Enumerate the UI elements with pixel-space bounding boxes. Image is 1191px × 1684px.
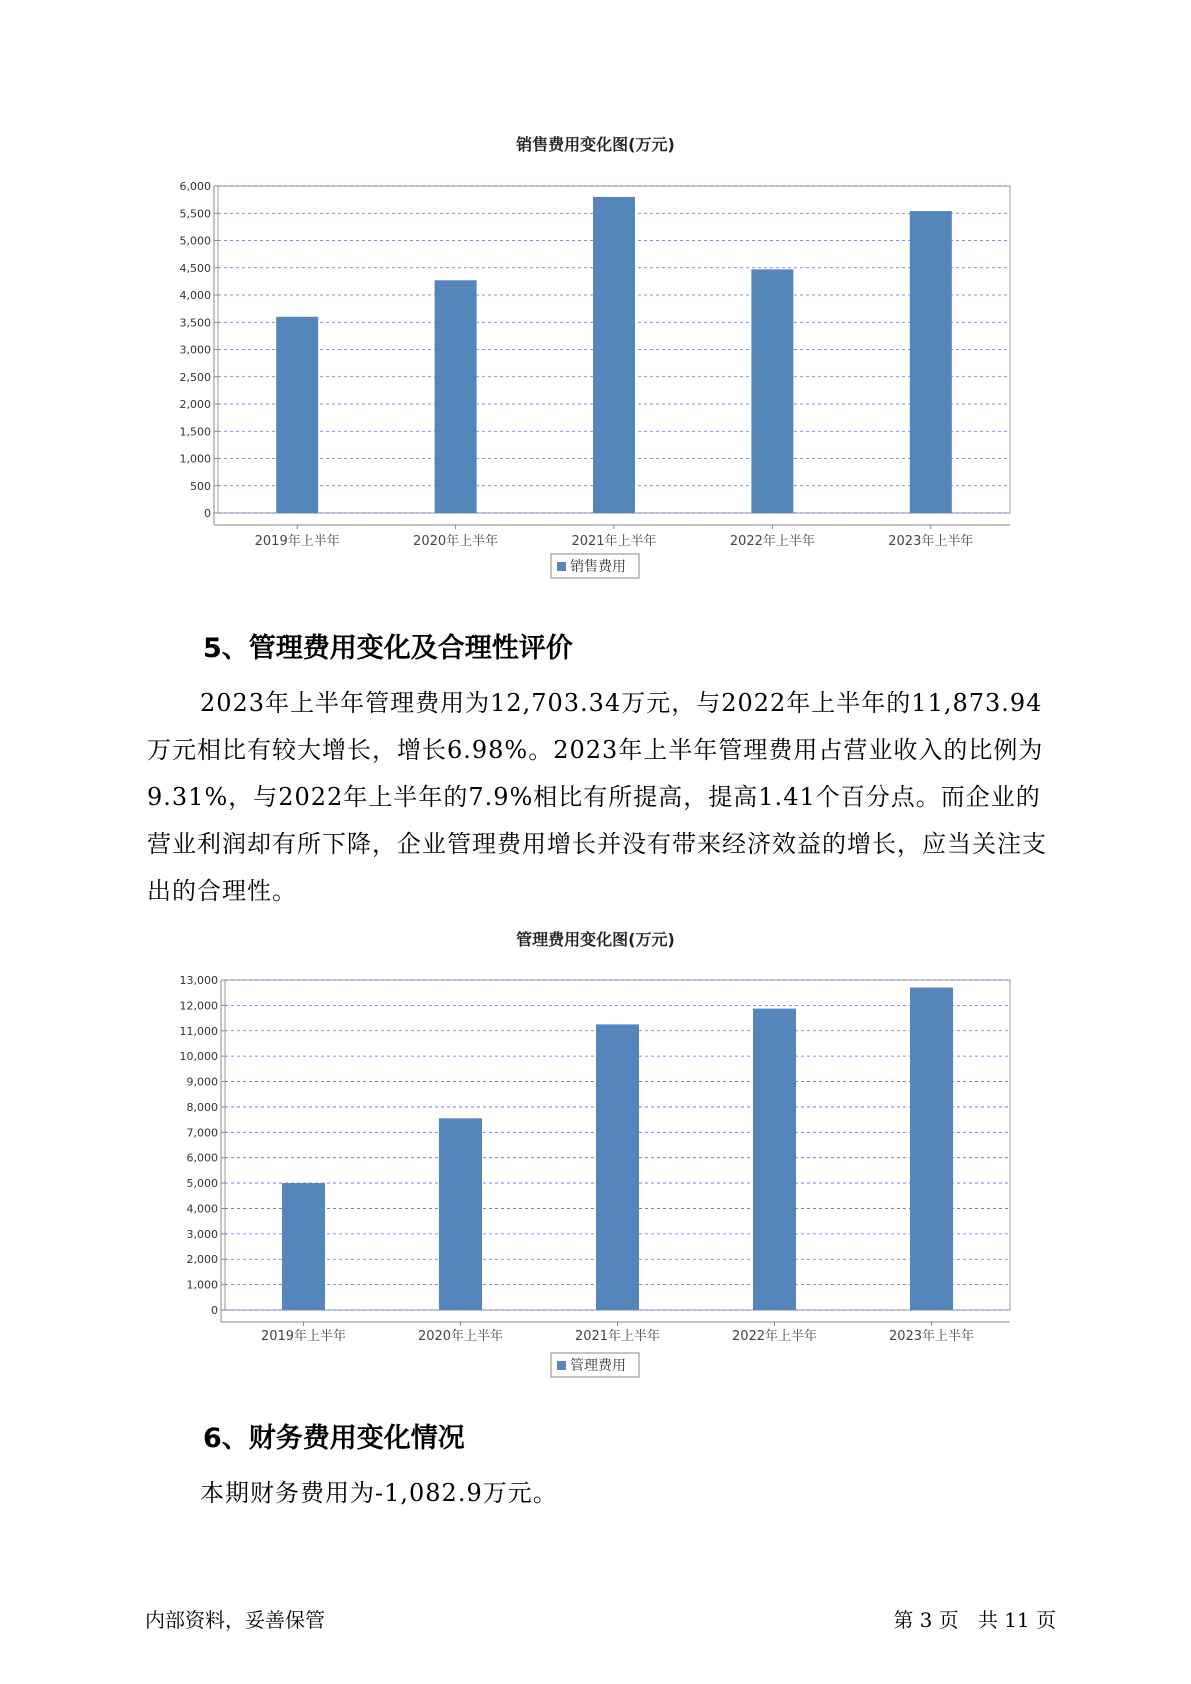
y-tick-label: 13,000 xyxy=(179,974,218,987)
y-tick-label: 0 xyxy=(204,507,211,520)
y-tick-label: 1,500 xyxy=(179,425,211,439)
bar xyxy=(910,988,953,1310)
y-tick-label: 5,000 xyxy=(179,234,211,248)
legend-swatch xyxy=(557,1361,566,1370)
y-tick-label: 4,000 xyxy=(186,1202,218,1216)
bar xyxy=(910,211,952,513)
bar xyxy=(596,1024,639,1310)
chart-2-title: 管理费用变化图(万元) xyxy=(516,930,675,949)
y-tick-label: 5,500 xyxy=(179,207,211,221)
x-tick-label: 2019年上半年 xyxy=(260,1329,347,1344)
y-tick-label: 9,000 xyxy=(186,1075,218,1089)
y-tick-label: 2,000 xyxy=(179,398,211,411)
y-tick-label: 5,000 xyxy=(186,1177,218,1191)
x-tick-label: 2020年上半年 xyxy=(417,1329,504,1344)
y-tick-label: 0 xyxy=(211,1304,218,1317)
y-tick-label: 1,000 xyxy=(186,1278,218,1292)
y-tick-label: 3,500 xyxy=(179,316,211,330)
y-tick-label: 3,000 xyxy=(186,1227,218,1241)
footer-left: 内部资料，妥善保管 xyxy=(145,1608,325,1632)
y-tick-label: 2,500 xyxy=(179,370,211,384)
y-tick-label: 4,000 xyxy=(179,289,211,302)
x-tick-label: 2022年上半年 xyxy=(731,1329,818,1344)
sales-expense-chart xyxy=(0,150,1191,590)
y-tick-label: 6,000 xyxy=(179,180,211,193)
admin-expense-chart xyxy=(0,945,1191,1385)
bar xyxy=(593,197,635,513)
bar xyxy=(435,280,477,513)
x-tick-label: 2020年上半年 xyxy=(413,534,499,549)
y-tick-label: 10,000 xyxy=(179,1050,218,1064)
y-tick-label: 7,000 xyxy=(186,1126,218,1140)
legend-swatch xyxy=(557,562,566,571)
bar xyxy=(282,1183,325,1310)
legend-label: 管理费用 xyxy=(570,1358,626,1374)
y-tick-label: 4,500 xyxy=(179,261,211,275)
y-tick-label: 11,000 xyxy=(179,1024,218,1038)
legend-label: 销售费用 xyxy=(570,559,626,575)
bar xyxy=(751,269,793,513)
x-tick-label: 2021年上半年 xyxy=(574,1329,661,1344)
x-tick-label: 2023年上半年 xyxy=(888,534,974,549)
bar xyxy=(439,1118,482,1310)
y-tick-label: 8,000 xyxy=(186,1100,218,1114)
bar xyxy=(276,317,318,513)
y-tick-label: 2,000 xyxy=(186,1253,218,1267)
section-6-heading: 6、财务费用变化情况 xyxy=(203,1423,465,1454)
y-tick-label: 6,000 xyxy=(186,1151,218,1165)
footer-page-number: 第 3 页 共 11 页 xyxy=(893,1608,1056,1632)
x-tick-label: 2021年上半年 xyxy=(571,534,657,549)
x-tick-label: 2022年上半年 xyxy=(729,534,815,549)
section-5-heading: 5、管理费用变化及合理性评价 xyxy=(203,633,573,664)
y-tick-label: 1,000 xyxy=(179,452,211,466)
x-tick-label: 2023年上半年 xyxy=(888,1329,975,1344)
section-5-paragraph: 2023年上半年管理费用为12,703.34万元，与2022年上半年的11,873.94万元相比有较大增长，增长6.98%。2023年上半年管理费用占营业收入的比例为9.31%，与2022年上半年的7.9%相比有所提高，提高1.41个百分点。而企业的营业利润却有所下降，企业管理费用增长并没有带来经济效益的增长，应当关注支出的合理性。 xyxy=(147,689,1047,905)
y-tick-label: 3,000 xyxy=(179,343,211,357)
x-tick-label: 2019年上半年 xyxy=(254,534,340,549)
y-tick-label: 500 xyxy=(190,479,211,493)
section-6-paragraph: 本期财务费用为-1,082.9万元。 xyxy=(200,1479,558,1507)
bar xyxy=(753,1009,796,1310)
chart-1-title: 销售费用变化图(万元) xyxy=(516,135,675,154)
y-tick-label: 12,000 xyxy=(179,999,218,1013)
